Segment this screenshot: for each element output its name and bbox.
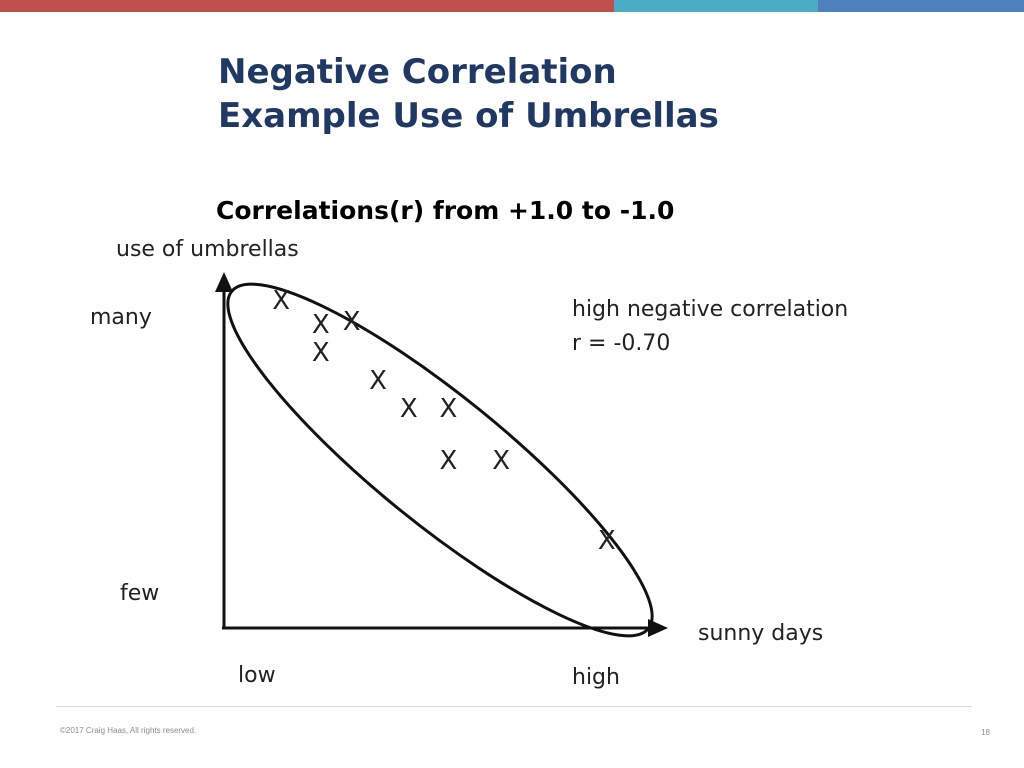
data-point-4: X [311,338,330,369]
x-tick-high: high [572,665,620,690]
data-points [272,286,615,556]
x-tick-low: low [238,663,276,688]
data-point-2: X [311,310,330,341]
y-tick-few: few [120,581,160,606]
page-number: 18 [981,728,990,737]
data-point-3: X [342,306,361,337]
copyright-notice: ©2017 Craig Haas, All rights reserved. [60,726,197,735]
data-point-10: X [597,526,616,556]
slide-title-line-2: Example Use of Umbrellas [218,96,719,136]
x-axis-label: sunny days [698,621,824,646]
data-point-1: X [272,285,291,316]
data-point-7: X [439,393,458,424]
y-tick-many: many [90,305,152,330]
annotation-line-1: high negative correlation [572,297,849,322]
data-point-9: X [492,445,511,476]
slide-subtitle: Correlations(r) from +1.0 to -1.0 [216,196,675,225]
data-point-6: X [399,393,418,424]
footer-divider [56,706,972,707]
data-point-5: X [369,365,387,396]
annotation-r-value: r = -0.70 [572,331,671,356]
y-axis-arrowhead [215,272,233,292]
y-axis-label: use of umbrellas [116,237,299,262]
slide-title-line-1: Negative Correlation [218,52,617,92]
data-point-8: X [439,445,458,476]
